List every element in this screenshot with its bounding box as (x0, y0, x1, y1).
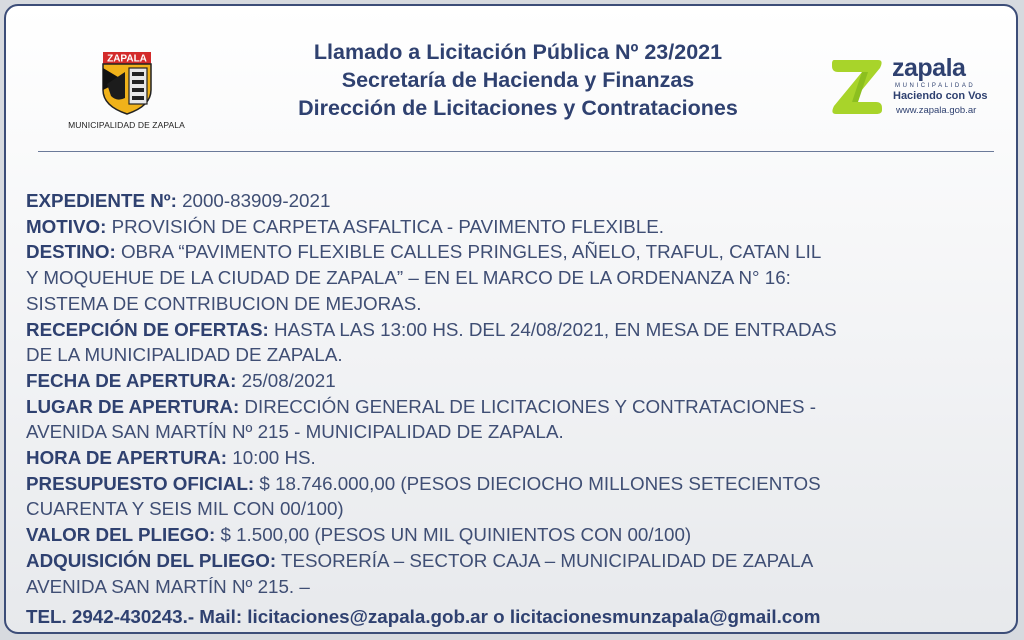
field-destino-cont: Y MOQUEHUE DE LA CIUDAD DE ZAPALA” – EN EL MARCO DE LA ORDENANZA N° 16: (26, 267, 791, 289)
field-valor-pliego (26, 522, 1016, 548)
field-value: TESORERÍA – SECTOR CAJA – MUNICIPALIDAD DE ZAPALA (280, 549, 814, 571)
field-value: 25/08/2021 (241, 369, 336, 391)
field-recepcion-cont: DE LA MUNICIPALIDAD DE ZAPALA. (26, 344, 343, 366)
title-block (226, 38, 810, 122)
brand-slogan: Haciendo con Vos (893, 90, 988, 102)
field-recepcion (26, 317, 1016, 343)
crest-caption: MUNICIPALIDAD DE ZAPALA (68, 120, 185, 130)
field-label: DESTINO: (26, 241, 116, 263)
municipal-crest-logo (64, 50, 189, 130)
field-fecha-apertura (26, 368, 1016, 394)
field-label: LUGAR DE APERTURA: (26, 395, 240, 417)
title-line-1: Llamado a Licitación Pública Nº 23/2021 (313, 40, 723, 64)
field-adquisicion-cont: AVENIDA SAN MARTÍN Nº 215. – (26, 575, 310, 597)
title-line-2: Secretaría de Hacienda y Finanzas (341, 68, 695, 92)
z-mark-icon (828, 56, 886, 118)
field-value: HASTA LAS 13:00 HS. DEL 24/08/2021, EN MESA DE ENTRADAS (274, 318, 837, 340)
field-value: 2000-83909-2021 (182, 190, 331, 211)
field-label: FECHA DE APERTURA: (26, 369, 237, 391)
field-label: EXPEDIENTE Nº: (26, 190, 177, 211)
field-value: 10:00 HS. (232, 447, 316, 469)
header-divider (38, 151, 994, 152)
zapala-brand-logo (828, 54, 998, 124)
field-value: $ 18.746.000,00 (PESOS DIECIOCHO MILLONES SETECIENTOS (259, 472, 821, 494)
field-motivo (26, 214, 1016, 240)
field-value: PROVISIÓN DE CARPETA ASFALTICA - PAVIMENTO FLEXIBLE. (111, 215, 665, 237)
notice-card (4, 4, 1018, 634)
field-presupuesto (26, 471, 1016, 497)
field-presupuesto-cont: CUARENTA Y SEIS MIL CON 00/100) (26, 498, 344, 520)
field-value: OBRA “PAVIMENTO FLEXIBLE CALLES PRINGLES, AÑELO, TRAFUL, CATAN LIL (120, 241, 822, 263)
field-lugar-apertura-cont: AVENIDA SAN MARTÍN Nº 215 - MUNICIPALIDAD DE ZAPALA. (26, 421, 564, 443)
field-label: VALOR DEL PLIEGO: (26, 524, 216, 546)
crest-shield-icon (99, 50, 155, 116)
brand-subtitle: MUNICIPALIDAD (895, 83, 976, 89)
field-label: RECEPCIÓN DE OFERTAS: (26, 318, 269, 340)
brand-website: www.zapala.gob.ar (896, 105, 977, 116)
field-lugar-apertura (26, 394, 1016, 420)
brand-word: zapala (892, 54, 966, 82)
header (6, 6, 1016, 156)
field-label: PRESUPUESTO OFICIAL: (26, 472, 255, 494)
field-destino (26, 239, 1016, 265)
field-adquisicion (26, 548, 1016, 574)
notice-body (26, 188, 1016, 630)
title-line-3: Dirección de Licitaciones y Contrataciones (298, 96, 738, 120)
field-destino-cont: SISTEMA DE CONTRIBUCION DE MEJORAS. (26, 292, 422, 314)
crest-name: ZAPALA (106, 53, 147, 65)
contact-line: TEL. 2942-430243.- Mail: licitaciones@zapala.gob.ar o licitacionesmunzapala@gmail.com (26, 606, 821, 628)
field-label: MOTIVO: (26, 215, 107, 237)
field-label: HORA DE APERTURA: (26, 447, 228, 469)
field-value: $ 1.500,00 (PESOS UN MIL QUINIENTOS CON 00/100) (220, 524, 692, 546)
field-expediente (26, 188, 1016, 214)
field-value: DIRECCIÓN GENERAL DE LICITACIONES Y CONTRATACIONES - (244, 395, 816, 417)
field-label: ADQUISICIÓN DEL PLIEGO: (26, 549, 277, 571)
field-hora-apertura (26, 445, 1016, 471)
